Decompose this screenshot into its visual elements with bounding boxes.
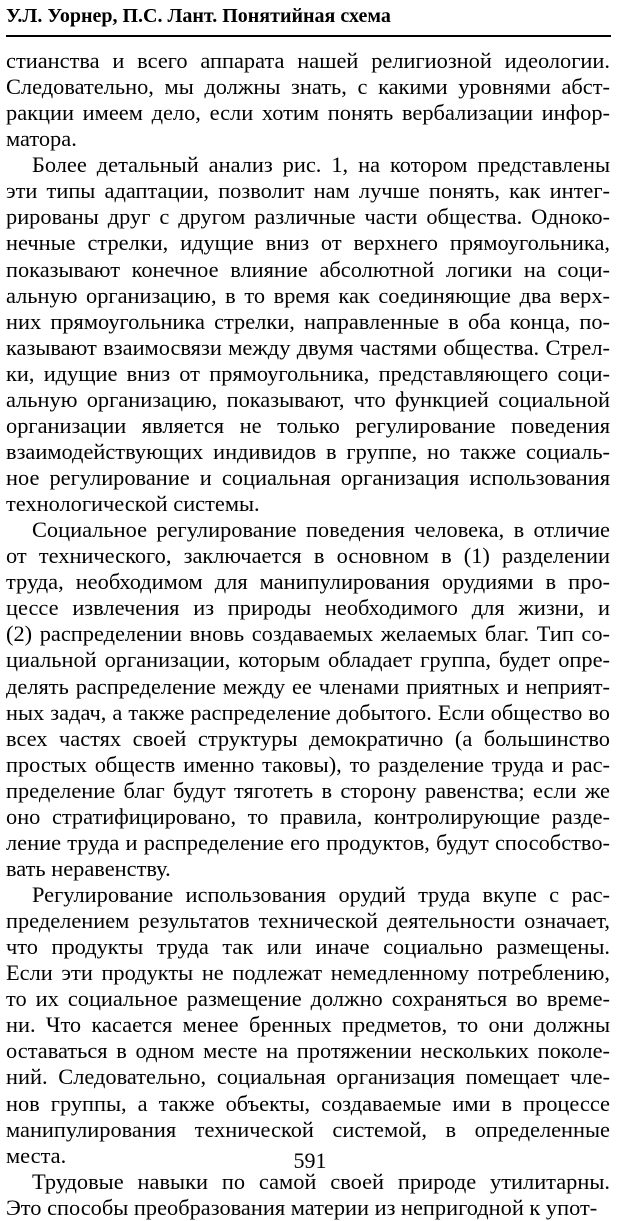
text-line: циальной организации, которым обладает группа, будет опре- <box>6 647 610 673</box>
text-line: Следовательно, мы должны знать, с какими уровнями абст- <box>6 74 610 100</box>
text-line: ное регулирование и социальная организация использования <box>6 465 610 490</box>
text-line: Социальное регулирование поведения человека, в отличие <box>32 517 610 543</box>
text-line: технологической системы. <box>6 491 260 517</box>
text-line: Это способы преобразования материи из непригодной к упот- <box>6 1194 598 1220</box>
text-line: от технического, заключается в основном в (1) разделении <box>6 543 610 569</box>
text-line: Более детальный анализ рис. 1, на котором представлены <box>32 152 610 178</box>
page-number: 591 <box>293 1148 327 1173</box>
text-line: Регулирование использования орудий труда вкупе с рас- <box>32 882 610 907</box>
running-head-text: У.Л. Уорнер, П.С. Лант. Понятийная схема <box>6 5 391 27</box>
text-line: стианства и всего аппарата нашей религиозной идеологии. <box>6 48 610 73</box>
text-line: эти типы адаптации, позволит нам лучше понять, как интег- <box>6 178 610 204</box>
paragraph <box>6 882 610 1169</box>
text-line: места. <box>6 1142 67 1168</box>
text-line: ных задач, а также распределение добытого. Если общество во <box>6 699 610 725</box>
paragraph <box>6 48 610 152</box>
text-line: организации является не только регулирование поведения <box>6 412 610 438</box>
text-line: оно стратифицировано, то правила, контролирующие разде- <box>6 803 610 829</box>
body-text <box>6 48 610 1221</box>
text-line: альную организацию, в то время как соединяющие два верх- <box>6 282 610 308</box>
text-line: что продукты труда так или иначе социально размещены. <box>6 934 610 960</box>
text-line: нечные стрелки, идущие вниз от верхнего прямоугольника, <box>6 230 610 256</box>
text-line: пределением результатов технической деятельности означает, <box>6 908 610 934</box>
text-line: вать неравенству. <box>6 855 171 881</box>
text-line: них прямоугольника стрелки, направленные в оба конца, по- <box>6 308 610 334</box>
text-line: оставаться в одном месте на протяжении нескольких поколе- <box>6 1038 610 1064</box>
text-line: нов группы, а также объекты, создаваемые ими в процессе <box>6 1090 610 1116</box>
text-line: делять распределение между ее членами приятных и неприят- <box>6 673 610 699</box>
text-line: всех частях своей структуры демократично (а большинство <box>6 725 610 751</box>
text-line: Если эти продукты не подлежат немедленному потреблению, <box>6 960 610 986</box>
text-line: манипулирования технической системой, в определенные <box>6 1116 610 1142</box>
text-line: цессе извлечения из природы необходимого для жизни, и <box>6 595 610 621</box>
text-line: ний. Следовательно, социальная организация помещает чле- <box>6 1064 610 1090</box>
text-line: взаимодействующих индивидов в группе, но также социаль- <box>6 438 610 464</box>
paragraph <box>6 1169 610 1221</box>
text-line: рированы друг с другом различные части общества. Одноко- <box>6 204 610 230</box>
text-line: (2) распределении вновь создаваемых желаемых благ. Тип со- <box>6 621 610 647</box>
text-line: ни. Что касается менее бренных предметов, то они должны <box>6 1012 610 1038</box>
paragraph <box>6 152 610 517</box>
text-line: ракции имеем дело, если хотим понять вербализации инфор- <box>6 100 610 126</box>
running-head <box>6 2 611 37</box>
text-line: казывают взаимосвязи между двумя частями общества. Стрел- <box>6 334 610 360</box>
paragraph <box>6 517 610 882</box>
text-line: простых обществ именно таковы), то разделение труда и рас- <box>6 751 610 777</box>
text-line: труда, необходимом для манипулирования орудиями в про- <box>6 569 610 595</box>
text-line: ки, идущие вниз от прямоугольника, представляющего соци- <box>6 360 610 386</box>
text-line: Трудовые навыки по самой своей природе утилитарны. <box>32 1168 610 1194</box>
text-line: то их социальное размещение должно сохраняться во време- <box>6 986 610 1012</box>
text-line: пределение благ будут тяготеть в сторону равенства; если же <box>6 777 610 803</box>
text-line: показывают конечное влияние абсолютной логики на соци- <box>6 256 610 282</box>
text-line: ление труда и распределение его продуктов, будут способство- <box>6 829 610 855</box>
text-line: матора. <box>6 126 77 152</box>
text-line: альную организацию, показывают, что функцией социальной <box>6 386 610 412</box>
